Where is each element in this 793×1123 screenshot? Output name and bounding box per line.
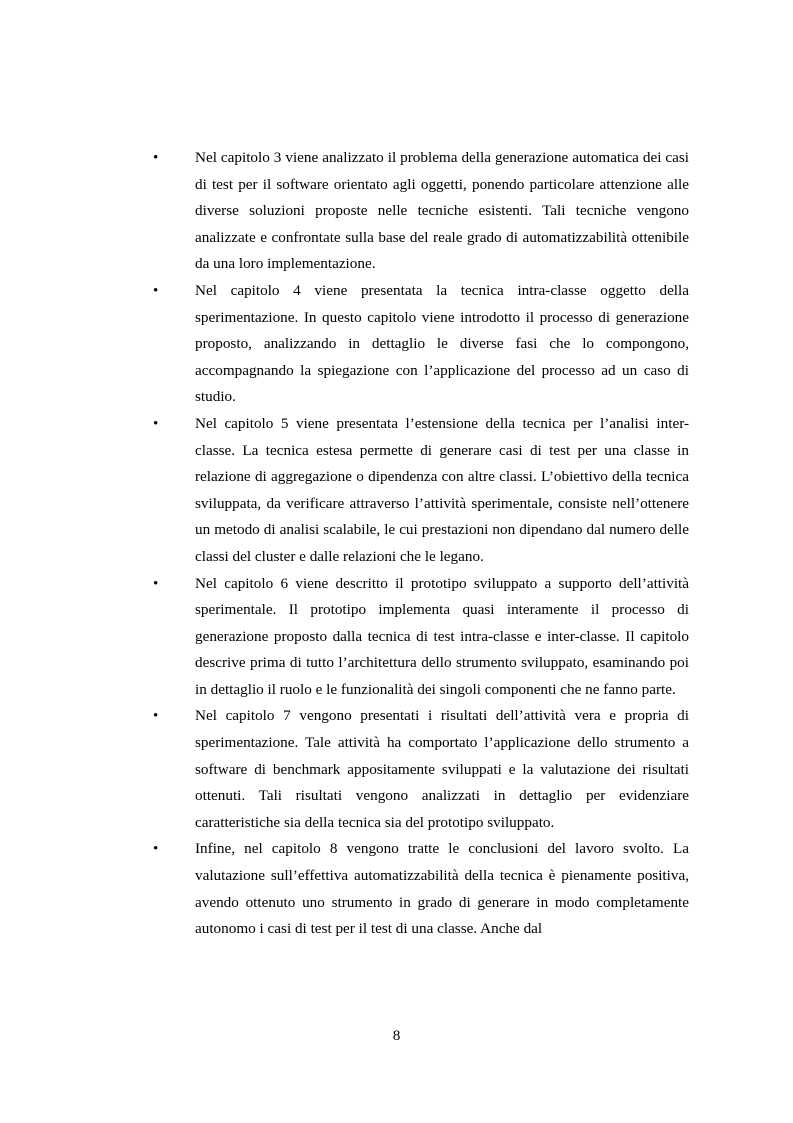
- bullet-icon: •: [153, 149, 159, 166]
- list-item: [0, 145, 793, 278]
- bullet-icon: •: [153, 574, 159, 592]
- bullet-icon: •: [153, 281, 159, 299]
- list-item-text: Nel capitolo 6 viene descritto il prototipo sviluppato a supporto dell’attività sperimentale. Il prototipo implementa quasi interamente il processo di generazione proposto dalla tecnica di test intra-classe e inter-classe. Il capitolo descrive prima di tutto l’architettura dello strumento sviluppato, esaminando poi in dettaglio il ruolo e le funzionalità dei singoli componenti che ne fanno parte.: [195, 574, 689, 698]
- page-number: 8: [392, 1027, 401, 1044]
- list-item-text: Nel capitolo 7 vengono presentati i risultati dell’attività vera e propria di sperimentazione. Tale attività ha comportato l’applicazione dello strumento a software di benchmark appositamente sviluppati e la valutazione dei risultati ottenuti. Tali risultati vengono analizzati in dettaglio per evidenziare caratteristiche sia della tecnica sia del prototipo sviluppato.: [195, 707, 689, 831]
- bullet-icon: •: [153, 414, 159, 432]
- list-item-text: Nel capitolo 4 viene presentata la tecnica intra-classe oggetto della sperimentazione. In questo capitolo viene introdotto il processo di generazione proposto, analizzando in dettaglio le diverse fasi che lo compongono, accompagnando la spiegazione con l’applicazione del processo ad un caso di studio.: [195, 281, 689, 406]
- list-item-text: Nel capitolo 5 viene presentata l’estensione della tecnica per l’analisi inter-classe. La tecnica estesa permette di generare casi di test per una classe in relazione di aggregazione o dipendenza con altre classi. L’obiettivo della tecnica sviluppata, da verificare attraverso l’attività sperimentale, consiste nell’ottenere un metodo di analisi scalabile, le cui prestazioni non dipendano dal numero delle classi del cluster e dalle relazioni che le legano.: [195, 414, 689, 565]
- bullet-icon: •: [153, 707, 159, 725]
- list-item-text: Infine, nel capitolo 8 vengono tratte le conclusioni del lavoro svolto. La valutazione sull’effettiva automatizzabilità della tecnica è pienamente positiva, avendo ottenuto uno strumento in grado di generare in modo completamente autonomo i casi di test per il test di una classe. Anche dal: [195, 840, 689, 938]
- list-item-text: Nel capitolo 3 viene analizzato il problema della generazione automatica dei casi di test per il software orientato agli oggetti, ponendo particolare attenzione alle diverse soluzioni proposte nelle tecniche esistenti. Tali tecniche vengono analizzate e confrontate sulla base del reale grado di automatizzabilità ottenibile da una loro implementazione.: [195, 149, 689, 273]
- list-item: [0, 411, 793, 571]
- bullet-list: [0, 145, 793, 943]
- list-item: [0, 836, 793, 942]
- list-item: [0, 278, 793, 411]
- list-item: [0, 703, 793, 836]
- bullet-icon: •: [153, 840, 159, 858]
- list-item: [0, 571, 793, 704]
